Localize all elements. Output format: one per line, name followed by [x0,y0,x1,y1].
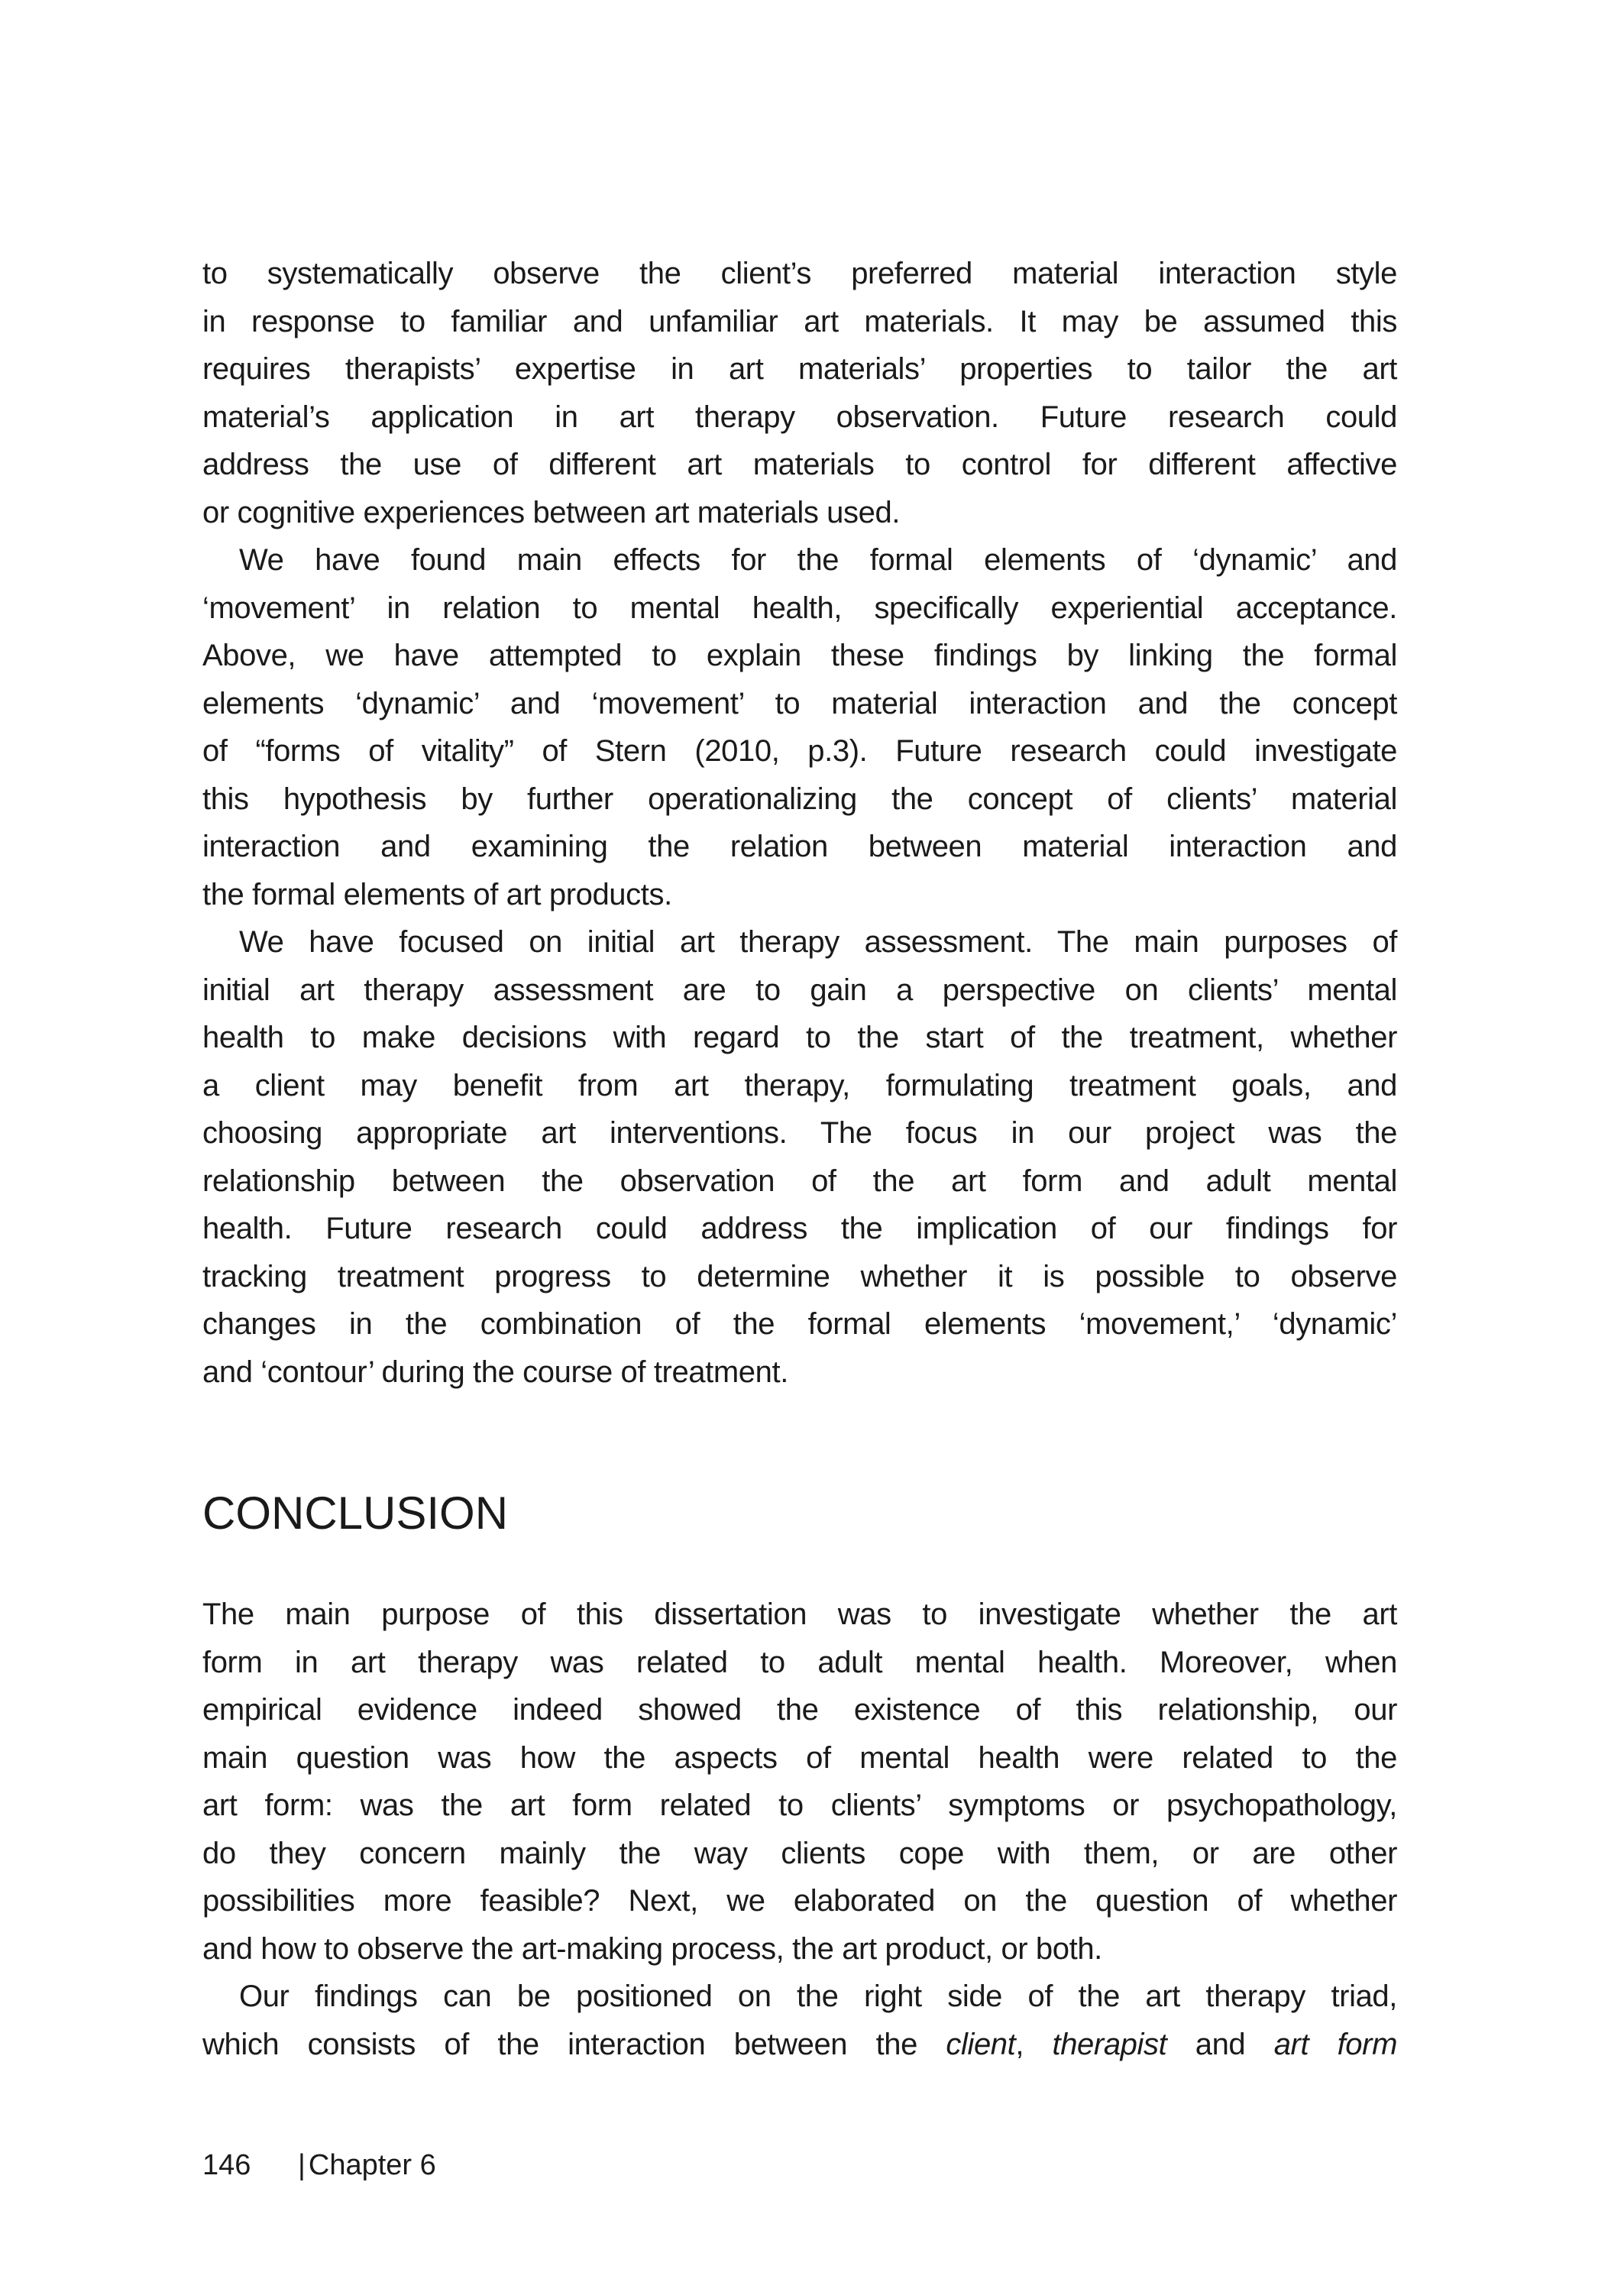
text-line: health to make decisions with regard to the start of the treatment, whether [202,1021,1397,1054]
text-line: address the use of different art materials to control for different affective [202,448,1397,481]
text-line: to systematically observe the client’s preferred material interaction style [202,257,1397,290]
text-line: empirical evidence indeed showed the existence of this relationship, our [202,1693,1397,1727]
paragraph [202,250,1397,536]
italic-term: client [946,2027,1016,2061]
paragraph [202,536,1397,918]
text-line: in response to familiar and unfamiliar art materials. It may be assumed this [202,304,1397,338]
page-footer [202,2147,436,2184]
text-line: and ‘contour’ during the course of treatment. [202,1355,788,1389]
text-line: Our findings can be positioned on the right side of the art therapy triad, [239,1980,1397,2013]
italic-term: therapist [1052,2027,1167,2061]
text-segment: , [1015,2027,1053,2061]
body-text-top [202,250,1397,1396]
text-line: or cognitive experiences between art materials used. [202,495,901,529]
paragraph [202,1591,1397,1973]
text-line: requires therapists’ expertise in art materials’ properties to tailor the art [202,352,1397,386]
page-number: 146 [202,2149,251,2181]
text-line: of “forms of vitality” of Stern (2010, p.3). Future research could investigate [202,734,1397,768]
text-line: tracking treatment progress to determine whether it is possible to observe [202,1259,1397,1293]
text-line: ‘movement’ in relation to mental health, specifically experiential acceptance. [202,591,1397,625]
chapter-label: Chapter 6 [308,2149,436,2181]
text-line: do they concern mainly the way clients cope with them, or are other [202,1836,1397,1870]
footer-separator: | [298,2149,306,2181]
paragraph [202,1973,1397,2068]
text-line: health. Future research could address the implication of our findings for [202,1212,1397,1245]
text-line [202,2021,1397,2069]
text-line: the formal elements of art products. [202,877,672,911]
text-line: art form: was the art form related to clients’ symptoms or psychopathology, [202,1789,1397,1822]
text-line: interaction and examining the relation between material interaction and [202,830,1397,863]
text-line: and how to observe the art-making process, the art product, or both. [202,1931,1102,1966]
text-line: initial art therapy assessment are to gain a perspective on clients’ mental [202,973,1397,1007]
text-line: The main purpose of this dissertation was to investigate whether the art [202,1598,1397,1631]
paragraph [202,918,1397,1396]
text-line: choosing appropriate art interventions. The focus in our project was the [202,1116,1397,1150]
italic-term: art form [1273,2027,1397,2061]
text-segment: and [1166,2027,1274,2061]
body-text-conclusion [202,1591,1397,2068]
section-heading-conclusion: CONCLUSION [202,1488,509,1539]
text-line: We have focused on initial art therapy assessment. The main purposes of [239,925,1397,959]
text-line: possibilities more feasible? Next, we elaborated on the question of whether [202,1884,1397,1918]
text-line: main question was how the aspects of mental health were related to the [202,1740,1397,1775]
text-line: this hypothesis by further operationalizing the concept of clients’ material [202,782,1397,816]
text-line: elements ‘dynamic’ and ‘movement’ to material interaction and the concept [202,686,1397,720]
text-line: We have found main effects for the formal elements of ‘dynamic’ and [239,543,1397,577]
text-line: relationship between the observation of the art form and adult mental [202,1164,1397,1198]
text-line: Above, we have attempted to explain these findings by linking the formal [202,639,1397,672]
text-line: material’s application in art therapy observation. Future research could [202,400,1397,434]
text-line: form in art therapy was related to adult mental health. Moreover, when [202,1645,1397,1679]
text-line: a client may benefit from art therapy, formulating treatment goals, and [202,1068,1397,1102]
text-line: changes in the combination of the formal elements ‘movement,’ ‘dynamic’ [202,1307,1397,1341]
text-segment: which consists of the interaction between the [202,2027,946,2061]
